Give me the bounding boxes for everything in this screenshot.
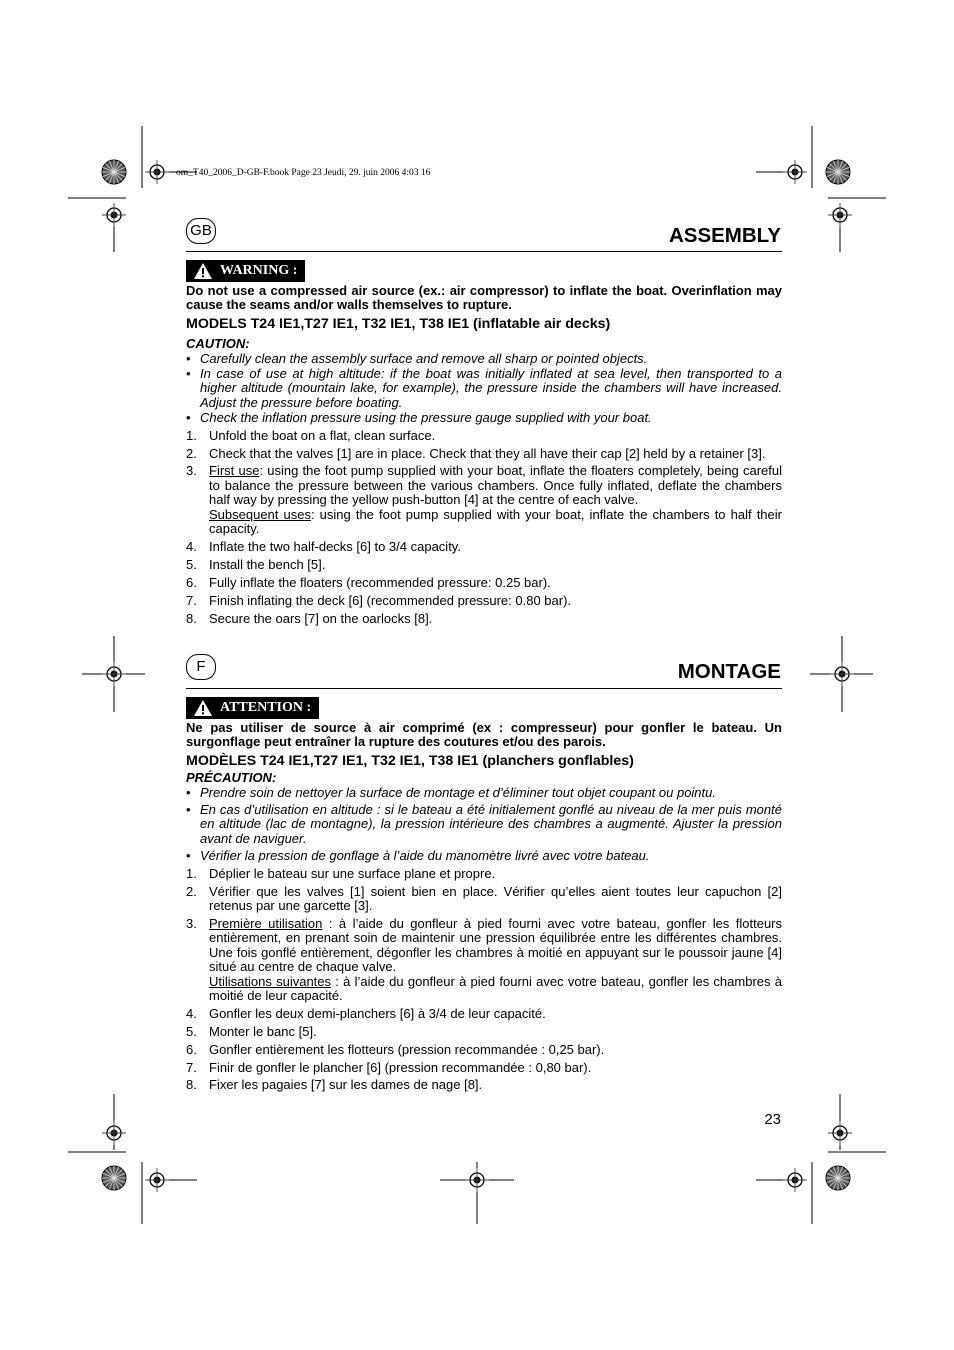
section-gb — [186, 284, 782, 630]
title-rule — [186, 251, 782, 252]
step-item: 2. Check that the valves [1] are in place. Check that they all have their cap [2] held by a retainer [3]. — [186, 445, 766, 461]
step-item: 6. Fully inflate the floaters (recommended pressure: 0.25 bar). — [186, 574, 551, 590]
attention-text: Ne pas utiliser de source à air comprimé (ex : compresseur) pour gonfler le bateau. Un surgonflage peut entraîner la rupture des coutures et/ou des parois. — [186, 720, 782, 750]
warning-triangle-icon — [194, 700, 212, 716]
step-item: 1. Déplier le bateau sur une surface plane et propre. — [186, 865, 496, 881]
precaution-item: • Prendre soin de nettoyer la surface de montage et d’éliminer tout objet coupant ou pointu. — [186, 786, 782, 800]
steps-list-fr — [186, 867, 782, 1093]
caution-label: CAUTION: — [186, 336, 250, 352]
warning-banner — [186, 260, 305, 282]
page-number: 23 — [764, 1111, 781, 1128]
precaution-item: • Vérifier la pression de gonflage à l’aide du manomètre livré avec votre bateau. — [186, 849, 782, 863]
step-item: 7. Finir de gonfler le plancher [6] (pression recommandée : 0,80 bar). — [186, 1059, 592, 1075]
step-item: 7. Finish inflating the deck [6] (recommended pressure: 0.80 bar). — [186, 592, 572, 608]
models-heading: MODELS T24 IE1,T27 IE1, T32 IE1, T38 IE1 (inflatable air decks) — [186, 315, 611, 332]
caution-item: • Carefully clean the assembly surface and remove all sharp or pointed objects. — [186, 352, 782, 366]
caution-item: • In case of use at high altitude: if the boat was initially inflated at sea level, then transported to a higher altitude (mountain lake, for example), the pressure inside the chambers will have increased. Adjust the pressure before boating. — [186, 367, 782, 410]
precaution-item: • En cas d’utilisation en altitude : si le bateau a été initialement gonflé au niveau de la mer puis monté en altitude (lac de montagne), la pression intérieure des chambres a augmenté. Ajuster la pression avant de naviguer. — [186, 803, 782, 846]
language-badge-f: F — [186, 654, 216, 680]
warning-text: Do not use a compressed air source (ex.: air compressor) to inflate the boat. Overinflation may cause the seams and/or walls themselves to rupture. — [186, 283, 782, 313]
models-heading-fr: MODÈLES T24 IE1,T27 IE1, T32 IE1, T38 IE1 (planchers gonflables) — [186, 752, 634, 769]
step-item: 2. Vérifier que les valves [1] soient bien en place. Vérifier qu’elles aient toutes leur capuchon [2] retenus par une garcette [3]. — [186, 883, 782, 913]
warning-label: WARNING : — [220, 263, 298, 278]
section-title-assembly: ASSEMBLY — [668, 224, 781, 247]
step-item: 8. Fixer les pagaies [7] sur les dames de nage [8]. — [186, 1077, 483, 1093]
step-item: 8. Secure the oars [7] on the oarlocks [8]. — [186, 610, 433, 626]
attention-banner — [186, 697, 319, 719]
step-item: 3. Première utilisation : à l’aide du gonfleur à pied fourni avec votre bateau, gonfler les flotteurs entièrement, en prenant soin de maintenir une pression équilibrée entre les différentes chambres. Une fois gonflé entièrement, dégonfler les chambres à moitié en appuyant sur le poussoir jaune [4] situé au centre de chaque valve. Utilisations suivantes : à l’aide du gonfleur à pied fourni avec votre bateau, gonfler les chambres à moitié de leur capacité. — [186, 915, 783, 1003]
language-badge-gb: GB — [186, 218, 216, 244]
steps-list — [186, 429, 782, 626]
title-rule — [186, 688, 782, 689]
precaution-label: PRÉCAUTION: — [186, 770, 277, 786]
step-item: 3. First use: using the foot pump supplied with your boat, inflate the floaters completely, being careful to balance the pressure between the various chambers. Once fully inflated, deflate the chambers half way by pressing the yellow push-button [4] at the centre of each valve. Subsequent uses: using the foot pump supplied with your boat, inflate the chambers to half their capacity. — [186, 463, 783, 537]
step-item: 5. Install the bench [5]. — [186, 556, 326, 572]
section-title-montage: MONTAGE — [677, 660, 781, 683]
caution-item: • Check the inflation pressure using the pressure gauge supplied with your boat. — [186, 411, 782, 425]
step-item: 4. Gonfler les deux demi-planchers [6] à 3/4 de leur capacité. — [186, 1005, 546, 1021]
precaution-list — [186, 786, 782, 864]
caution-list — [186, 352, 782, 426]
header-note: om_T40_2006_D-GB-F.book Page 23 Jeudi, 29. juin 2006 4:03 16 — [176, 168, 431, 178]
attention-label: ATTENTION : — [220, 700, 312, 715]
step-item: 4. Inflate the two half-decks [6] to 3/4 capacity. — [186, 539, 461, 554]
step-item: 1. Unfold the boat on a flat, clean surface. — [186, 427, 436, 443]
step-item: 5. Monter le banc [5]. — [186, 1023, 317, 1039]
section-fr — [186, 721, 782, 1096]
step-item: 6. Gonfler entièrement les flotteurs (pression recommandée : 0,25 bar). — [186, 1041, 605, 1057]
warning-triangle-icon — [194, 263, 212, 279]
